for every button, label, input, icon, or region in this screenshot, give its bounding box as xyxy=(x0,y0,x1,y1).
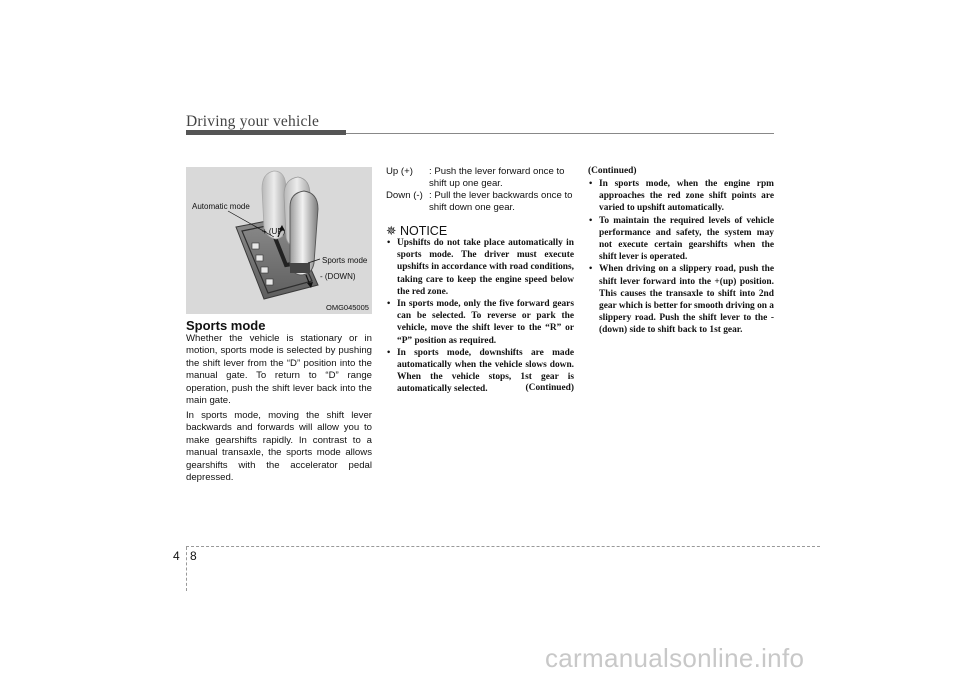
site-watermark: carmanualsonline.info xyxy=(545,643,805,673)
label-automatic-mode: Automatic mode xyxy=(192,202,250,211)
continued-marker: (Continued) xyxy=(525,383,574,393)
label-up: + (UP) xyxy=(262,227,286,236)
list-item: • Upshifts do not take place automatically in sports mode. The driver must execute upshifts in accordance with road conditions, taking care to keep the engine speed below the red zone. xyxy=(387,238,574,297)
body-paragraph-2: In sports mode, moving the shift lever backwards and forwards will allow you to make gearshifts rapidly. In contrast to a manual transaxle, the sports mode allows gearshifts with the accelerator pedal depressed. xyxy=(186,410,372,484)
page-header-title: Driving your vehicle xyxy=(186,113,320,130)
definition-down-text: : Pull the lever backwards once to shift down one gear. xyxy=(429,190,573,214)
notice-list xyxy=(386,237,574,396)
shift-lever-illustration xyxy=(186,167,372,314)
label-down: - (DOWN) xyxy=(320,272,356,281)
list-item: • In sports mode, downshifts are made automatically when the vehicle slows down. When the vehicle stops, 1st gear is automatically selected. xyxy=(387,347,574,395)
list-item: • In sports mode, only the five forward gears can be selected. To reverse or park the vehicle, move the shift lever to the “R” or “P” position as required. xyxy=(387,299,574,346)
definition-down xyxy=(386,190,574,214)
continued-list xyxy=(588,178,774,337)
footer-rule xyxy=(186,546,820,547)
page-number-divider xyxy=(186,547,187,591)
list-item: • To maintain the required levels of vehicle performance and safety, the system may not execute certain gearshifts when the shift lever is operated. xyxy=(589,215,774,263)
list-item: • When driving on a slippery road, push the shift lever forward into the +(up) position. This causes the transaxle to shift into 2nd gear which is better for smooth driving on a slippery road. Push the shift lever to the - (down) side to shift back to 1st gear. xyxy=(589,264,774,336)
list-item: • In sports mode, when the engine rpm approaches the red zone shift points are varied to upshift automatically. xyxy=(589,179,774,214)
shift-lever-figure xyxy=(186,167,372,314)
body-paragraph-1: Whether the vehicle is stationary or in motion, sports mode is selected by pushing the shift lever from the “D” position into the manual gate. To return to “D” range operation, push the shift lever back into the main gate. xyxy=(186,333,372,407)
page-chapter-number: 4 xyxy=(173,549,180,563)
header-rule-thin xyxy=(346,133,774,134)
shift-knob xyxy=(290,191,318,275)
continued-header: (Continued) xyxy=(588,166,637,176)
definition-down-term: Down (-) xyxy=(386,190,423,201)
definition-up xyxy=(386,166,574,190)
definition-up-text: : Push the lever forward once to shift up one gear. xyxy=(429,166,565,190)
header-rule-thick xyxy=(186,130,346,135)
label-sports-mode: Sports mode xyxy=(322,256,368,265)
notice-title: ✵ NOTICE xyxy=(386,224,448,238)
figure-code: OMG045005 xyxy=(326,303,369,312)
definition-up-term: Up (+) xyxy=(386,166,413,177)
section-heading: Sports mode xyxy=(186,318,266,333)
page-number: 8 xyxy=(190,549,197,563)
